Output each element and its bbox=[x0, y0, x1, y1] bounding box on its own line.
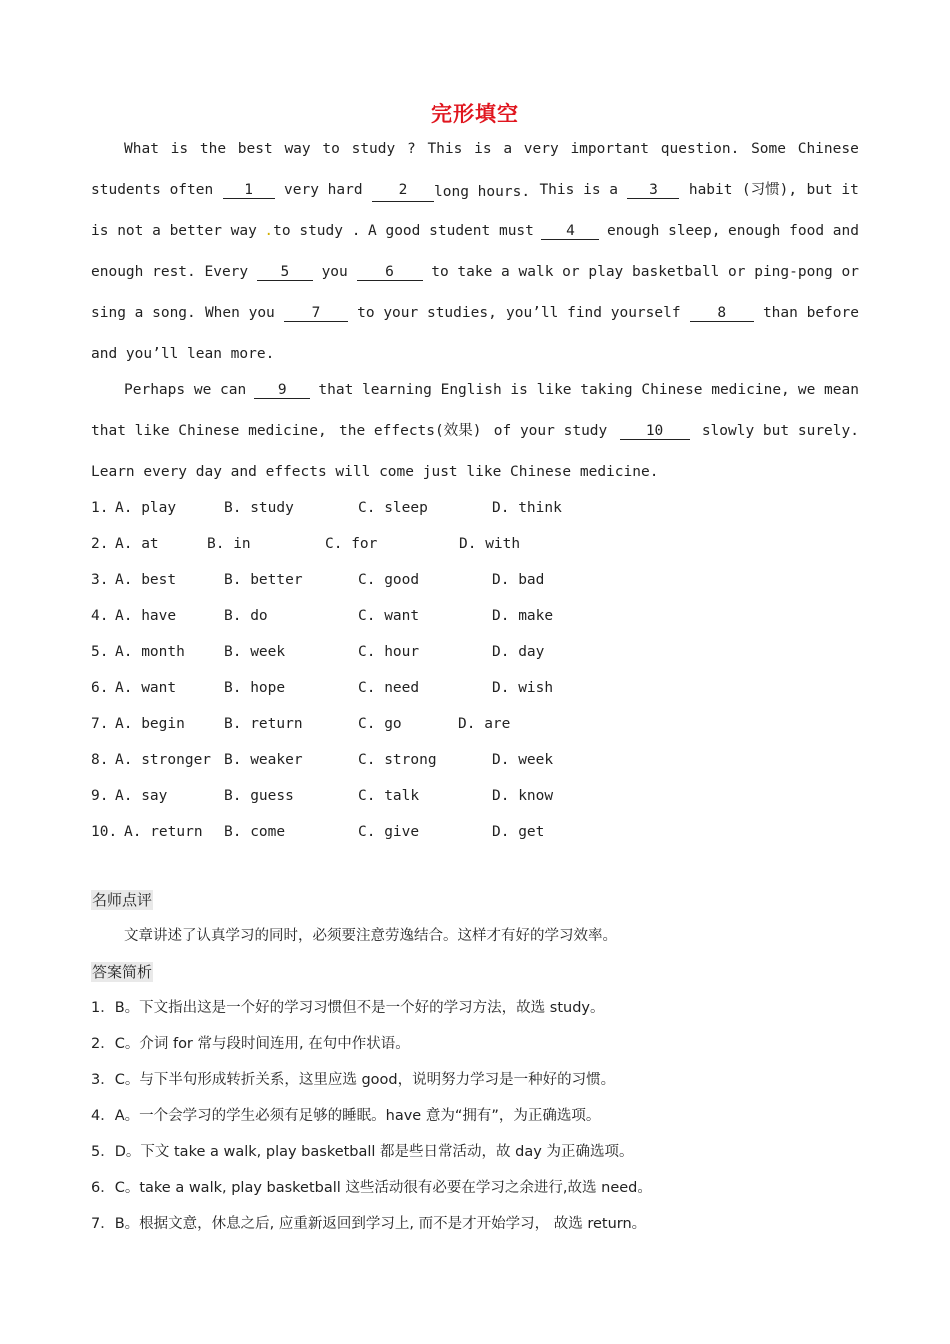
word: question. bbox=[660, 141, 740, 157]
option-b[interactable]: B. study bbox=[224, 500, 294, 516]
option-c[interactable]: C. want bbox=[358, 608, 420, 624]
option-b[interactable]: B. come bbox=[224, 824, 286, 840]
word: a bbox=[503, 141, 513, 157]
option-c[interactable]: C. talk bbox=[358, 788, 420, 804]
text-segment: but it bbox=[806, 182, 859, 198]
option-b[interactable]: B. better bbox=[224, 572, 303, 588]
option-d[interactable]: D. bad bbox=[492, 572, 545, 588]
answer-item: 2．C。介词 for 常与段时间连用, 在句中作状语。 bbox=[91, 1036, 410, 1052]
word: the bbox=[199, 141, 227, 157]
text-segment: A good student must bbox=[368, 223, 534, 239]
blank-1[interactable]: 1 bbox=[223, 182, 275, 199]
text-segment: and you’ll lean more. bbox=[91, 346, 275, 362]
option-a[interactable]: A. want bbox=[115, 680, 177, 696]
question-number: 4. bbox=[91, 608, 109, 624]
option-d[interactable]: D. week bbox=[492, 752, 554, 768]
text-segment: than before bbox=[762, 305, 859, 321]
answer-item: 5．D。下文 take a walk, play basketball 都是些日常活动，故 day 为正确选项。 bbox=[91, 1144, 634, 1160]
blank-3[interactable]: 3 bbox=[627, 182, 679, 199]
option-d[interactable]: D. think bbox=[492, 500, 562, 516]
word: is bbox=[170, 141, 189, 157]
option-d[interactable]: D. are bbox=[458, 716, 511, 732]
page-title: 完形填空 bbox=[431, 102, 519, 126]
passage-line-8 bbox=[91, 421, 859, 441]
word: Some bbox=[751, 141, 786, 157]
blank-9[interactable]: 9 bbox=[254, 382, 310, 399]
text-segment: habit bbox=[688, 182, 733, 198]
option-b[interactable]: B. guess bbox=[224, 788, 294, 804]
word: ? bbox=[406, 141, 416, 157]
option-d[interactable]: D. get bbox=[492, 824, 545, 840]
option-b[interactable]: B. in bbox=[207, 536, 251, 552]
blank-7[interactable]: 7 bbox=[284, 305, 348, 322]
option-c[interactable]: C. strong bbox=[358, 752, 437, 768]
word: study bbox=[351, 141, 396, 157]
review-heading: 名师点评 bbox=[92, 891, 153, 909]
option-c[interactable]: C. need bbox=[358, 680, 420, 696]
option-b[interactable]: B. return bbox=[224, 716, 303, 732]
option-b[interactable]: B. weaker bbox=[224, 752, 303, 768]
text-segment: to your studies, bbox=[357, 305, 497, 321]
word: very bbox=[523, 141, 559, 157]
question-number: 8. bbox=[91, 752, 109, 768]
option-a[interactable]: A. at bbox=[115, 536, 159, 552]
option-c[interactable]: C. for bbox=[325, 536, 378, 552]
question-number: 7. bbox=[91, 716, 109, 732]
option-d[interactable]: D. wish bbox=[492, 680, 554, 696]
question-number: 9. bbox=[91, 788, 109, 804]
option-a[interactable]: A. stronger bbox=[115, 752, 212, 768]
text-segment: to take a walk or play basketball or ping-pong or bbox=[431, 264, 859, 280]
text-segment: students often bbox=[91, 182, 214, 198]
answer-item: 3．C。与下半句形成转折关系，这里应选 good，说明努力学习是一种好的习惯。 bbox=[91, 1072, 616, 1088]
answer-item: 7．B。根据文意，休息之后, 应重新返回到学习上, 而不是才开始学习， 故选 return。 bbox=[91, 1216, 647, 1232]
text-segment: that like Chinese medicine, bbox=[91, 423, 327, 439]
option-a[interactable]: A. play bbox=[115, 500, 177, 516]
word: important bbox=[570, 141, 650, 157]
text-segment: very hard bbox=[284, 182, 363, 198]
blank-8[interactable]: 8 bbox=[690, 305, 754, 322]
text-segment: you bbox=[321, 264, 348, 280]
text-segment: Perhaps we can bbox=[124, 382, 247, 398]
blank-10[interactable]: 10 bbox=[620, 423, 690, 440]
text-segment: is not a better way bbox=[91, 223, 257, 239]
review-text: 文章讲述了认真学习的同时，必须要注意劳逸结合。这样才有好的学习效率。 bbox=[124, 928, 617, 944]
blank-2[interactable]: 2 bbox=[372, 182, 434, 202]
text-segment: Every bbox=[204, 264, 249, 280]
answer-item: 6．C。take a walk, play basketball 这些活动很有必要在学习之余进行,故选 need。 bbox=[91, 1180, 652, 1196]
text-segment: sing a song. bbox=[91, 305, 196, 321]
option-c[interactable]: C. give bbox=[358, 824, 420, 840]
text-segment: you’ll find yourself bbox=[505, 305, 681, 321]
text-segment: This is a bbox=[539, 182, 619, 198]
passage-line-9 bbox=[91, 462, 859, 482]
option-d[interactable]: D. with bbox=[459, 536, 521, 552]
text-segment: enough sleep, bbox=[606, 223, 721, 239]
option-c[interactable]: C. good bbox=[358, 572, 420, 588]
text-segment: enough food and bbox=[728, 223, 859, 239]
option-a[interactable]: A. begin bbox=[115, 716, 185, 732]
text-segment: enough rest. bbox=[91, 264, 196, 280]
answers-heading: 答案简析 bbox=[92, 963, 153, 981]
passage-line-7 bbox=[124, 380, 859, 400]
word: best bbox=[237, 141, 273, 157]
option-a[interactable]: A. say bbox=[115, 788, 168, 804]
blank-4[interactable]: 4 bbox=[541, 223, 599, 240]
answer-item: 4．A。一个会学习的学生必须有足够的睡眠。have 意为“拥有”，为正确选项。 bbox=[91, 1108, 601, 1124]
word: What bbox=[124, 141, 159, 157]
option-b[interactable]: B. hope bbox=[224, 680, 286, 696]
option-b[interactable]: B. week bbox=[224, 644, 286, 660]
option-c[interactable]: C. go bbox=[358, 716, 402, 732]
word: is bbox=[474, 141, 492, 157]
passage-line-4 bbox=[91, 262, 859, 282]
option-c[interactable]: C. hour bbox=[358, 644, 420, 660]
question-number: 10. bbox=[91, 824, 118, 840]
option-a[interactable]: A. return bbox=[124, 824, 203, 840]
passage-line-3 bbox=[91, 221, 859, 241]
passage-line-5 bbox=[91, 303, 859, 323]
option-a[interactable]: A. best bbox=[115, 572, 177, 588]
text-segment: of your study bbox=[493, 423, 608, 439]
text-segment: we mean bbox=[797, 382, 859, 398]
option-c[interactable]: C. sleep bbox=[358, 500, 428, 516]
blank-6[interactable]: 6 bbox=[357, 264, 423, 281]
passage-line-1 bbox=[124, 139, 859, 159]
text-segment: slowly but surely. bbox=[701, 423, 859, 439]
word: way bbox=[284, 141, 311, 157]
word: to bbox=[322, 141, 340, 157]
question-number: 2. bbox=[91, 536, 109, 552]
text-segment: the effects(效果) bbox=[338, 423, 482, 439]
question-number: 5. bbox=[91, 644, 109, 660]
text-segment: that learning English is like taking Chinese medicine, bbox=[318, 382, 790, 398]
text-segment: to study . bbox=[273, 223, 361, 239]
text-segment: When you bbox=[204, 305, 275, 321]
text-segment: (习惯), bbox=[741, 182, 798, 198]
passage-line-2 bbox=[91, 180, 859, 202]
text-segment: Learn every day and effects will come just like Chinese medicine. bbox=[91, 464, 659, 480]
text-segment: long hours. bbox=[434, 184, 531, 200]
blank-5[interactable]: 5 bbox=[257, 264, 313, 281]
option-d[interactable]: D. day bbox=[492, 644, 545, 660]
question-number: 6. bbox=[91, 680, 109, 696]
option-d[interactable]: D. know bbox=[492, 788, 554, 804]
passage-line-6 bbox=[91, 344, 859, 364]
option-b[interactable]: B. do bbox=[224, 608, 268, 624]
question-number: 3. bbox=[91, 572, 109, 588]
word: Chinese bbox=[797, 141, 859, 157]
option-a[interactable]: A. month bbox=[115, 644, 185, 660]
option-a[interactable]: A. have bbox=[115, 608, 177, 624]
question-number: 1. bbox=[91, 500, 109, 516]
option-d[interactable]: D. make bbox=[492, 608, 554, 624]
dot-mark: . bbox=[264, 223, 274, 239]
answer-item: 1．B。下文指出这是一个好的学习习惯但不是一个好的学习方法，故选 study。 bbox=[91, 1000, 605, 1016]
word: This bbox=[427, 141, 463, 157]
